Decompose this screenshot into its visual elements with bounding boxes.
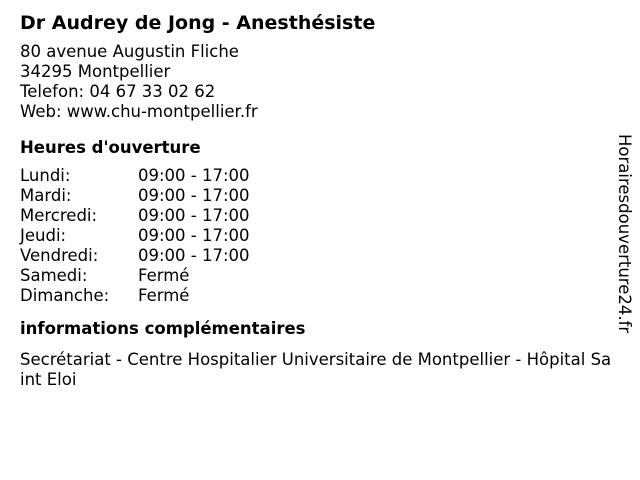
info-text: Secrétariat - Centre Hospitalier Universitaire de Montpellier - Hôpital Saint Eloi [20,350,612,389]
day-label: Jeudi: [20,226,67,245]
day-label: Mardi: [20,186,72,205]
time-value: Fermé [138,286,190,305]
address-street: 80 avenue Augustin Fliche [20,42,239,61]
hours-row-saturday [20,266,612,286]
site-brand-watermark: Horairesdouverture24.fr [615,134,634,334]
day-label: Lundi: [20,166,71,185]
time-value: 09:00 - 17:00 [138,186,250,205]
hours-row-wednesday [20,206,612,226]
hours-row-sunday [20,286,612,306]
time-value: 09:00 - 17:00 [138,206,250,225]
time-value: 09:00 - 17:00 [138,246,250,265]
time-value: Fermé [138,266,190,285]
hours-row-tuesday [20,186,612,206]
day-label: Mercredi: [20,206,98,225]
hours-row-thursday [20,226,612,246]
hours-row-friday [20,246,612,266]
hours-heading: Heures d'ouverture [20,138,201,157]
info-heading: informations complémentaires [20,319,306,338]
time-value: 09:00 - 17:00 [138,166,250,185]
address-city: 34295 Montpellier [20,62,171,81]
hours-row-monday [20,166,612,186]
day-label: Vendredi: [20,246,99,265]
day-label: Dimanche: [20,286,110,305]
website-link[interactable]: Web: www.chu-montpellier.fr [20,102,258,121]
phone-number: Telefon: 04 67 33 02 62 [20,82,216,101]
time-value: 09:00 - 17:00 [138,226,250,245]
day-label: Samedi: [20,266,88,285]
address-block [20,42,612,122]
page-title: Dr Audrey de Jong - Anesthésiste [20,12,376,34]
listing-card [20,10,612,390]
hours-table [20,166,612,306]
